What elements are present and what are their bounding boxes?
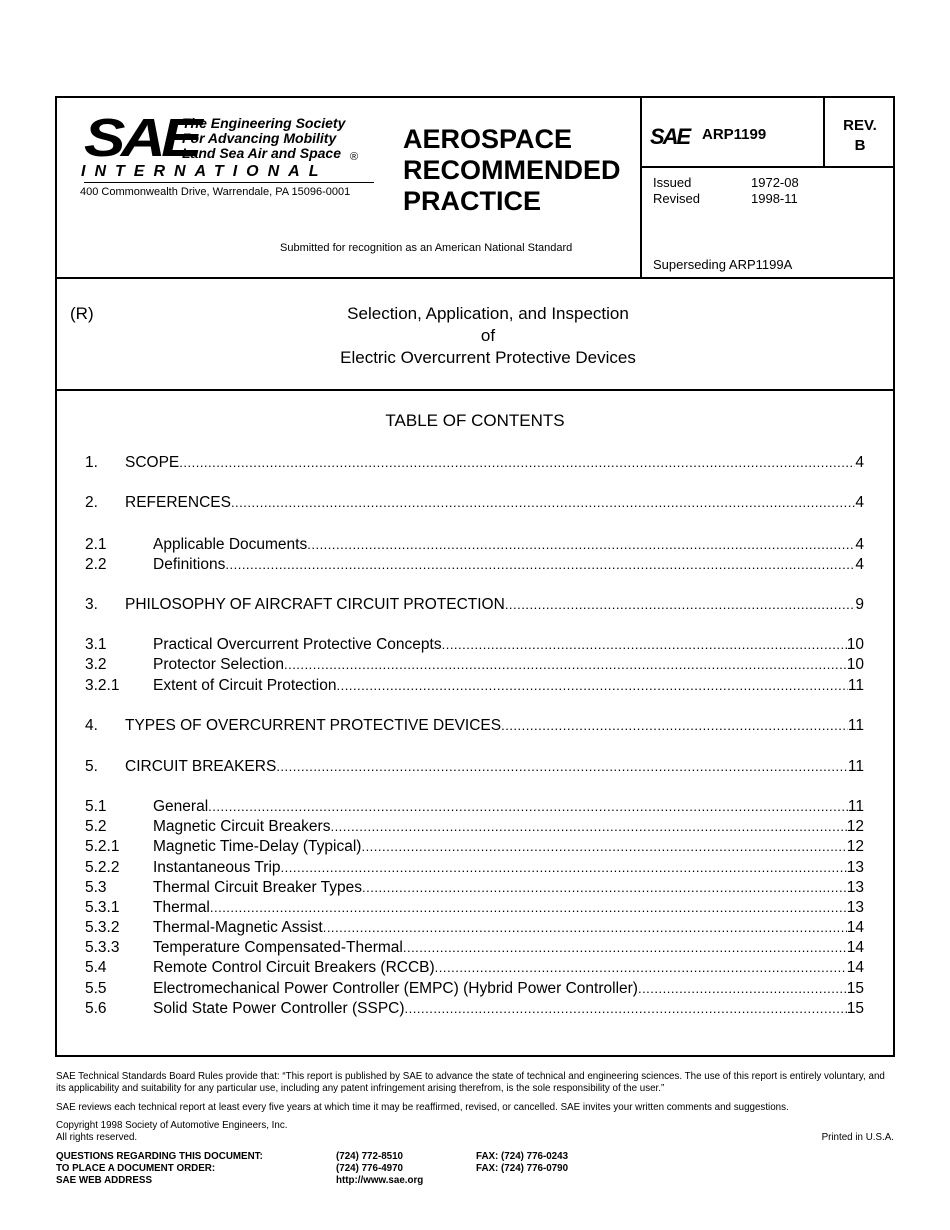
toc-entry[interactable] xyxy=(85,959,864,977)
contact-fax-2: FAX: (724) 776-0790 xyxy=(476,1163,569,1174)
toc-dot-leader xyxy=(307,536,855,554)
contact-fax-1: FAX: (724) 776-0243 xyxy=(476,1151,569,1162)
toc-entry-number: 3.1 xyxy=(85,636,107,653)
toc-entry-page: 12 xyxy=(846,818,864,835)
toc-entry-page: 11 xyxy=(847,798,864,815)
international-wordmark: INTERNATIONAL xyxy=(81,163,328,180)
toc-entry[interactable] xyxy=(85,656,864,674)
sae-small-logo: SAE xyxy=(650,124,690,149)
toc-dot-leader xyxy=(179,454,855,472)
toc-entry[interactable] xyxy=(85,818,864,836)
toc-entry-page: 13 xyxy=(846,899,864,916)
toc-entry-page: 11 xyxy=(847,758,864,775)
toc-dot-leader xyxy=(231,494,855,512)
toc-entry-title: Definitions xyxy=(153,556,226,573)
toc-dot-leader xyxy=(276,758,848,776)
toc-entry-page: 10 xyxy=(846,636,864,653)
toc-entry-title: Applicable Documents xyxy=(153,536,308,553)
toc-entry-title: Protector Selection xyxy=(153,656,284,673)
toc-entry[interactable] xyxy=(85,798,864,816)
toc-dot-leader xyxy=(337,677,848,695)
document-type xyxy=(403,124,621,217)
toc-dot-leader xyxy=(225,556,855,574)
toc-entry-title: Temperature Compensated-Thermal xyxy=(153,939,403,956)
issue-dates xyxy=(653,175,799,207)
revised-value: 1998-11 xyxy=(751,191,798,206)
toc-entry-number: 3. xyxy=(85,596,98,613)
doc-type-line-2: RECOMMENDED xyxy=(403,155,621,185)
footer-copyright: Copyright 1998 Society of Automotive Engineers, Inc. xyxy=(56,1120,288,1131)
toc-entry-title: SCOPE xyxy=(125,454,180,471)
toc-entry-page: 4 xyxy=(855,494,864,511)
toc-entry-number: 5.1 xyxy=(85,798,107,815)
toc-entry-title: Magnetic Circuit Breakers xyxy=(153,818,331,835)
toc-entry-title: PHILOSOPHY OF AIRCRAFT CIRCUIT PROTECTION xyxy=(125,596,505,613)
document-number: ARP1199 xyxy=(702,126,767,143)
toc-heading: TABLE OF CONTENTS xyxy=(385,411,565,430)
toc-entry-title: Thermal-Magnetic Assist xyxy=(153,919,323,936)
toc-entry-number: 2.2 xyxy=(85,556,107,573)
toc-entry-title: Electromechanical Power Controller (EMPC) (Hybrid Power Controller) xyxy=(153,980,638,997)
toc-entry-title: REFERENCES xyxy=(125,494,231,511)
toc-entry-number: 5.3.3 xyxy=(85,939,120,956)
revision-mark: (R) xyxy=(70,304,94,323)
toc-entry-title: Thermal Circuit Breaker Types xyxy=(153,879,363,896)
toc-entry[interactable] xyxy=(85,454,864,472)
document-title xyxy=(300,303,676,369)
toc-entry-page: 14 xyxy=(846,959,864,976)
toc-entry-number: 5. xyxy=(85,758,98,775)
toc-entry-number: 5.2.1 xyxy=(85,838,120,855)
toc-entry[interactable] xyxy=(85,636,864,654)
toc-entry-page: 13 xyxy=(846,879,864,896)
rev-column-divider xyxy=(823,96,825,168)
toc-entry[interactable] xyxy=(85,838,864,856)
tagline-line-1: The Engineering Society xyxy=(182,115,346,131)
toc-entry-title: Instantaneous Trip xyxy=(153,859,281,876)
toc-entry-page: 9 xyxy=(855,596,864,613)
toc-entry[interactable] xyxy=(85,758,864,776)
toc-entry-page: 12 xyxy=(846,838,864,855)
title-line-3: Electric Overcurrent Protective Devices xyxy=(340,348,636,367)
toc-entry[interactable] xyxy=(85,939,864,957)
sae-tagline xyxy=(182,116,345,161)
contact-phone-2: (724) 776-4970 xyxy=(336,1163,403,1174)
toc-entry-page: 11 xyxy=(847,677,864,694)
contact-phone-1: (724) 772-8510 xyxy=(336,1151,403,1162)
toc-entry-title: Magnetic Time-Delay (Typical) xyxy=(153,838,362,855)
toc-entry-number: 5.2 xyxy=(85,818,107,835)
rev-value: B xyxy=(854,137,866,154)
revised-label: Revised xyxy=(653,191,700,206)
toc-dot-leader xyxy=(284,656,847,674)
issued-value: 1972-08 xyxy=(751,175,799,190)
toc-dot-leader xyxy=(210,899,847,917)
contact-label-1: QUESTIONS REGARDING THIS DOCUMENT: xyxy=(56,1151,263,1162)
toc-entry[interactable] xyxy=(85,1000,864,1018)
header-divider xyxy=(55,277,895,279)
footer-rights: All rights reserved. xyxy=(56,1132,138,1143)
toc-entry-page: 11 xyxy=(847,717,864,734)
toc-entry[interactable] xyxy=(85,859,864,877)
toc-dot-leader xyxy=(208,798,848,816)
toc-entry[interactable] xyxy=(85,556,864,574)
toc-dot-leader xyxy=(330,818,846,836)
revision-cell xyxy=(826,116,894,156)
title-line-1: Selection, Application, and Inspection xyxy=(347,304,629,323)
toc-entry-number: 2. xyxy=(85,494,98,511)
toc-dot-leader xyxy=(405,1000,847,1018)
toc-entry-number: 3.2.1 xyxy=(85,677,120,694)
toc-entry[interactable] xyxy=(85,879,864,897)
toc-entry-title: Extent of Circuit Protection xyxy=(153,677,337,694)
title-line-2: of xyxy=(480,326,496,345)
toc-entry-number: 3.2 xyxy=(85,656,107,673)
contact-label-3: SAE WEB ADDRESS xyxy=(56,1175,152,1186)
toc-dot-leader xyxy=(362,879,847,897)
toc-entry-page: 4 xyxy=(855,556,864,573)
toc-entry-page: 4 xyxy=(855,454,864,471)
doc-type-line-3: PRACTICE xyxy=(403,186,542,216)
tagline-line-2: For Advancing Mobility xyxy=(182,130,337,146)
toc-entry[interactable] xyxy=(85,980,864,998)
footer-printed: Printed in U.S.A. xyxy=(821,1132,894,1143)
toc-entry-title: General xyxy=(153,798,209,815)
header-column-divider xyxy=(640,96,642,278)
toc-entry-title: Practical Overcurrent Protective Concepts xyxy=(153,636,442,653)
toc-entry-page: 14 xyxy=(846,939,864,956)
toc-entry-number: 5.4 xyxy=(85,959,107,976)
toc-dot-leader xyxy=(323,919,847,937)
toc-entry[interactable] xyxy=(85,494,864,512)
toc-entry-number: 1. xyxy=(85,454,98,471)
toc-entry-title: Thermal xyxy=(153,899,210,916)
toc-entry-number: 5.2.2 xyxy=(85,859,120,876)
toc-entry-title: CIRCUIT BREAKERS xyxy=(125,758,277,775)
toc-entry[interactable] xyxy=(85,899,864,917)
toc-entry-page: 15 xyxy=(846,1000,864,1017)
toc-entry-title: TYPES OF OVERCURRENT PROTECTIVE DEVICES xyxy=(125,717,502,734)
footer-rules: SAE Technical Standards Board Rules provide that: “This report is published by SAE to advance the state of technical and engineering sciences. The use of this report is entirely voluntary, and its applicability and suitability for any particular use, including any patent infringement arising therefrom, is the sole responsibility of the user.” xyxy=(56,1071,885,1094)
toc-entry[interactable] xyxy=(85,919,864,937)
toc-dot-leader xyxy=(403,939,847,957)
toc-entry[interactable] xyxy=(85,596,864,614)
toc-entry[interactable] xyxy=(85,717,864,735)
toc-entry-page: 14 xyxy=(846,919,864,936)
wordmark-rule xyxy=(84,182,374,183)
toc-dot-leader xyxy=(361,838,846,856)
toc-entry-number: 5.6 xyxy=(85,1000,107,1017)
toc-entry-number: 5.3.1 xyxy=(85,899,120,916)
toc-entry[interactable] xyxy=(85,677,864,695)
superseding-note: Superseding ARP1199A xyxy=(653,257,793,272)
tagline-line-3: Land Sea Air and Space xyxy=(182,145,341,161)
sae-logo: SAE xyxy=(84,108,198,168)
doc-number-divider xyxy=(640,166,895,168)
toc-entry[interactable] xyxy=(85,536,864,554)
contact-label-2: TO PLACE A DOCUMENT ORDER: xyxy=(56,1163,216,1174)
toc-entry-title: Remote Control Circuit Breakers (RCCB) xyxy=(153,959,435,976)
toc-entry-number: 5.3.2 xyxy=(85,919,120,936)
toc-dot-leader xyxy=(281,859,847,877)
toc-entry-page: 15 xyxy=(846,980,864,997)
footer-review: SAE reviews each technical report at least every five years at which time it may be reaffirmed, revised, or cancelled. SAE invites your written comments and suggestions. xyxy=(56,1102,789,1113)
toc-dot-leader xyxy=(505,596,856,614)
toc-entry-number: 5.3 xyxy=(85,879,107,896)
toc-entry-number: 4. xyxy=(85,717,98,734)
toc-dot-leader xyxy=(442,636,847,654)
toc-entry-number: 5.5 xyxy=(85,980,107,997)
toc-entry-number: 2.1 xyxy=(85,536,107,553)
toc-entry-page: 4 xyxy=(855,536,864,553)
ansi-note: Submitted for recognition as an American National Standard xyxy=(280,242,573,254)
toc-entry-title: Solid State Power Controller (SSPC) xyxy=(153,1000,405,1017)
toc-entry-page: 10 xyxy=(846,656,864,673)
rev-label: REV. xyxy=(843,117,877,134)
sae-address: 400 Commonwealth Drive, Warrendale, PA 15096-0001 xyxy=(80,186,351,198)
sae-web-link[interactable]: http://www.sae.org xyxy=(336,1175,424,1186)
toc-dot-leader xyxy=(435,959,847,977)
toc-entry-page: 13 xyxy=(846,859,864,876)
toc-dot-leader xyxy=(501,717,848,735)
doc-type-line-1: AEROSPACE xyxy=(403,124,573,154)
issued-label: Issued xyxy=(653,175,692,190)
registered-mark: ® xyxy=(350,151,359,163)
title-divider xyxy=(55,389,893,391)
toc-dot-leader xyxy=(638,980,847,998)
